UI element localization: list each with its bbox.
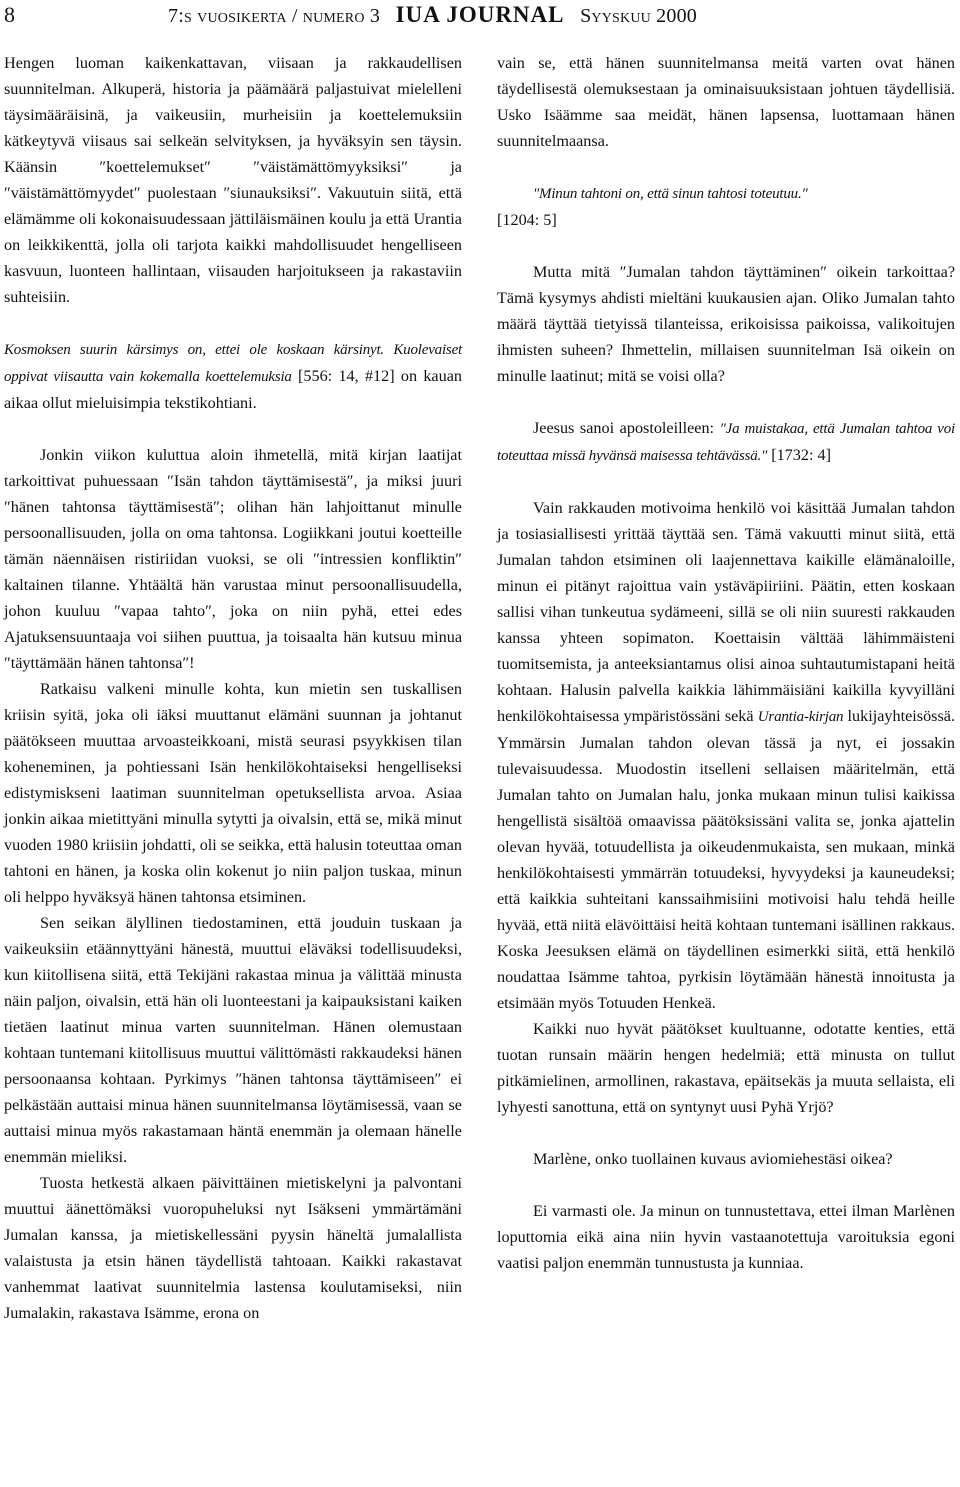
quote-reference: [556: 14, #12] on kauan aikaa ollut mieluisimpia tekstikohtiani. (4, 367, 462, 412)
quote-paragraph (4, 336, 462, 416)
page-number: 8 (4, 2, 15, 27)
paragraph-text: Vain rakkauden motivoima henkilö voi käsittää Jumalan tahdon ja tosiasiallisesti yrittää täyttää sen. Tämä vakuutti minut siitä, että Jumalan tahdon etsiminen oli laajennettava kaikille elämänaloille, minun ei pitänyt rajoittua vain ystäväpiiriini. Päätin, etten koskaan sallisi vihan tunkeutua sydämeeni, sillä se oli niin suuresti rakkauden kanssa yhteen sopimaton. Koettaisin välttää lähimmäisteni tuomitsemista, ja anteeksiantamus olisi ainoa suhtautumistapani heitä kohtaan. Halusin palvella kaikkia lähimmäisiäni kaikilla kyvyilläni henkilökohtaisessa ympäristössäni sekä (497, 499, 955, 725)
paragraph-text: lukijayhteisössä. Ymmärsin Jumalan tahdon olevan tässä ja nyt, ei jossakin tulevaisuudessa. Muodostin itselleni sellaisen määritelmän, että Jumalan tahto on Jumalan halu, jonka mukaan minun tulisi kaikissa hengellistä sisältöä omaavissa päätöksissäni valita se, jonka ajattelin olevan hyvää, totuudellista ja oikeudenmukaista, sen mukaan, minkä henkilökohtaisesti ymmärrän totuudeksi, hyvyydeksi ja kauneudeksi; että kaikkia suhteitani kanssaihmisiini motivoisi halu tehdä heille hyvää, että niitä elävöittäisi heitä kohtaan tuntemani isällinen rakkaus. Koska Jeesuksen elämä on täydellinen esimerkki siitä, että henkilö noudattaa Isämme tahtoa, pyrkisin löytämään hänestä innoitusta ja etsimään myös Totuuden Henkeä. (497, 707, 955, 1012)
quote-text: ″Ja muistakaa, että Jumalan tahtoa voi toteuttaa missä hyvänsä maisessa tehtävässä.″ (497, 421, 955, 464)
quote-lead: Jeesus sanoi apostoleilleen: (533, 419, 720, 437)
book-title: Urantia-kirjan (757, 709, 844, 725)
paragraph: Tuosta hetkestä alkaen päivittäinen mietiskelyni ja palvontani muuttui äänettömäksi vuoropuheluksi nyt Isäkseni ymmärtämäni Jumalan kanssa, ja mietiskellessäni pyysin häneltä jumalallista valaistusta ja etsin hänen täydellistä tahtoaan. Kaikki rakastavat vanhemmat laativat suunnitelmia lastensa koulutamiseksi, niin Jumalakin, rakastava Isämme, erona on (4, 1174, 462, 1322)
journal-title: IUA JOURNAL (395, 2, 565, 27)
paragraph: vain se, että hänen suunnitelmansa meitä varten ovat hänen täydellisestä olemuksestaan ja ominaisuuksistaan johtuen täydellisiä. Usko Isäämme saa meidät, hänen lapsensa, luottamaan hänen suunnitelmaansa. (497, 54, 955, 150)
issue-line (168, 2, 697, 28)
issue-prefix: 7: (168, 5, 184, 27)
paragraph: Kaikki nuo hyvät päätökset kuultuanne, odotatte kenties, että tuotan runsain määrin hengen hedelmiä; että minusta on tullut pitkämielinen, armollinen, rakastava, epäitsekäs ja muuta sellaista, eli lyhyesti sanottuna, että on syntynyt uusi Pyhä Yrjö? (497, 1020, 955, 1116)
paragraph: Jonkin viikon kuluttua aloin ihmetellä, mitä kirjan laatijat tarkoittivat puhuessaan ″Isän tahdon täyttämisestä″, ja miksi juuri ″hänen tahtonsa täyttämisestä″; olihan hän lahjoittanut minulle persoonallisuuden, jolla on oma tahtonsa. Logiikkani joutui koetteille tämän näennäisen ristiriidan vuoksi, se oli ″intressien konfliktin″ kaltainen tilanne. Yhtäältä hän varustaa minut persoonallisuudella, johon kuuluu ″vapaa tahto″, joka on niin pyhä, ettei edes Ajatuksensuuntaaja voi siihen puuttua, ja toisaalta hän kutsuu minua ″täyttämään hänen tahtonsa″! (4, 446, 462, 672)
paragraph: Ei varmasti ole. Ja minun on tunnustettava, ettei ilman Marlènen loputtomia eikä aina niin hyvin vastaanotettuja varoituksia egoni vaatisi paljon enemmän tunnustusta ja kunniaa. (497, 1202, 955, 1272)
quote-text: ″Minun tahtoni on, että sinun tahtosi toteutuu.″ (533, 186, 808, 202)
quote-reference: [1204: 5] (497, 211, 557, 229)
quote-text: Kosmoksen suurin kärsimys on, ettei ole koskaan kärsinyt. Kuolevaiset oppivat viisautta vain kokemalla koettelemuksia (4, 342, 462, 385)
quote-paragraph (497, 180, 955, 233)
paragraph: Marlène, onko tuollainen kuvaus aviomiehestäsi oikea? (533, 1150, 893, 1168)
quote-reference: [1732: 4] (767, 446, 831, 464)
page-header (0, 0, 960, 36)
paragraph: Ratkaisu valkeni minulle kohta, kun mietin sen tuskallisen kriisin syitä, joka oli iäksi muuttanut elämäni suunnan ja johtanut päätökseen muuttaa arvoasteikkoani, mistä seurasi psyykkisen tilan koheneminen, ja pohtiessani Isän henkilökohtaiseksi hengelliseksi edistymiskseni laatiman suunnitelman opetuksellista arvoa. Asiaa jonkin aikaa mietittyäni minulla sytytti ja oivalsin, että se, mikä minut vuoden 1980 kriisiin johdatti, oli se seikka, että halusin toteuttaa oman tahtoni en hänen, ja koska olin kokenut jo niin paljon tuskaa, minun oli helppo hyväksyä hänen tahtonsa etsiminen. (4, 680, 462, 906)
paragraph: Mutta mitä ″Jumalan tahdon täyttäminen″ oikein tarkoittaa? Tämä kysymys ahdisti mieltäni kuukausien ajan. Oliko Jumalan tahto määrä täyttää tietyissä tilanteissa, erikoisissa paikoissa, valikoitujen ihmisten suheen? Ihmettelin, millaisen suunnitelman Isä oikein on minulle laatinut; mitä se voisi olla? (497, 263, 955, 385)
left-column (4, 50, 462, 1326)
paragraph: Sen seikan älyllinen tiedostaminen, että jouduin tuskaan ja vaikeuksiin etäännyttyäni hänestä, muuttui eläväksi todellisuudeksi, kun kiitollisena siitä, että Tekijäni rakastaa minua ja välittää minusta näin paljon, oivalsin, että hän oli luonteestani ja kaipauksistani kaiken tietäen laatinut minua varten suunnitelman. Hänen olemustaan kohtaan tuntemani kiitollisuus muuttui välittömästi rakkaudeksi hänen persoonaansa kohtaan. Pyrkimys ″hänen tahtonsa täyttämiseen″ ei pelkästään auttaisi minua hänen suunnitelmansa löytämisessä, vaan se auttaisi minua myös rakastamaan häntä enemmän ja olemaan hänelle enemmän mieliksi. (4, 914, 462, 1166)
right-column (497, 50, 955, 1276)
paragraph: Hengen luoman kaikenkattavan, viisaan ja rakkaudellisen suunnitelman. Alkuperä, historia ja päämäärä paljastuivat mielelleni täysimääräisinä, ja vaikeusiin, murheisiin ja koettelemuksiin kätkeytyvä viisaus sai selkeän selvityksen, ja hyväksyin sen täysin. Käänsin ″koettelemukset″ ″väistämättömyyksiksi″ ja ″väistämättömyydet″ puolestaan ″siunauksiksi″. Vakuutuin siitä, että elämämme oli kokonaisuudessaan jättiläismäinen koulu ja että Urantia on leikkikenttä, jolla oli tarjota kaikki mahdollisuudet hengelliseen kasvuun, luonteen hallintaan, viisauden harjoitukseen ja rakastaviin suhteisiin. (4, 54, 462, 306)
paragraph (497, 495, 955, 1016)
issue-date: Syyskuu 2000 (580, 5, 697, 27)
issue-volume: s vuosikerta / numero 3 (183, 5, 381, 27)
quote-paragraph (497, 415, 955, 469)
